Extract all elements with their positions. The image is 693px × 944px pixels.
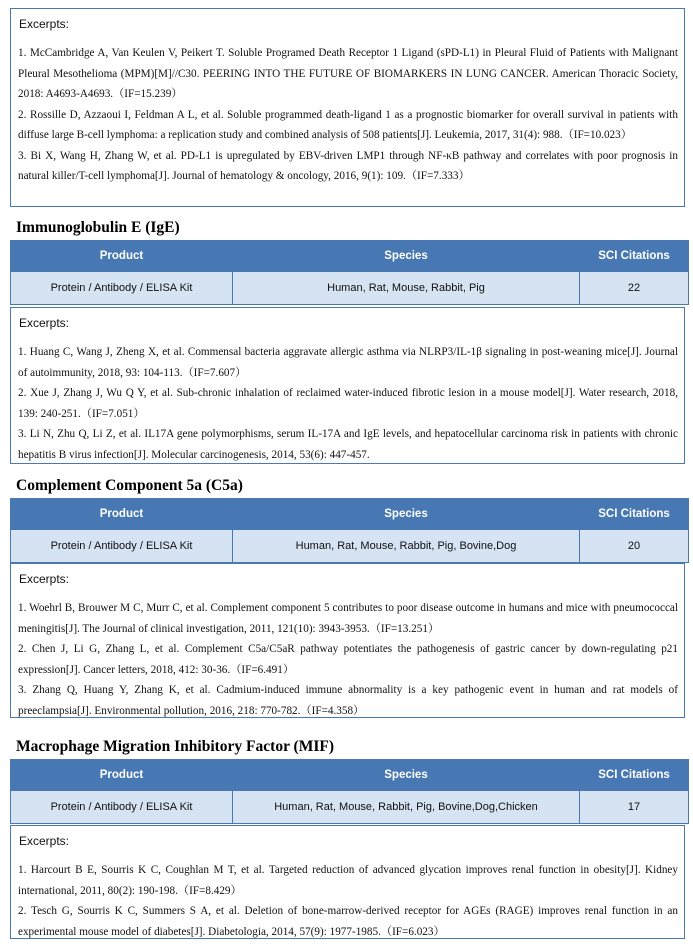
reference-item: 3. Zhang Q, Huang Y, Zhang K, et al. Cadmium-induced immune abnormality is a key pathogenic event in human and rat models of preeclampsia[J]. Environmental pollution, 2016, 218: 770-782.（IF=4.358） xyxy=(18,684,678,717)
table-row xyxy=(11,791,689,824)
excerpts-label: Excerpts: xyxy=(19,572,70,586)
citations-cell: 22 xyxy=(580,272,689,305)
reference-item: 2. Rossille D, Azzaoui I, Feldman A L, et al. Soluble programmed death-ligand 1 as a prognostic biomarker for overall survival in patients with diffuse large B-cell lymphoma: a replication study and combined analysis of 508 patients[J]. Leukemia, 2017, 31(4): 988.（IF=10.023） xyxy=(18,108,678,141)
excerpts-box-ige xyxy=(10,307,685,464)
excerpts-box-pd-l1 xyxy=(10,8,685,207)
citations-cell: 20 xyxy=(580,530,689,563)
header-sci-citations: SCI Citations xyxy=(580,760,689,791)
species-cell: Human, Rat, Mouse, Rabbit, Pig, Bovine,Dog,Chicken xyxy=(233,791,580,824)
header-product: Product xyxy=(11,241,233,272)
product-cell: Protein / Antibody / ELISA Kit xyxy=(11,791,233,824)
product-cell: Protein / Antibody / ELISA Kit xyxy=(11,272,233,305)
header-sci-citations: SCI Citations xyxy=(580,241,689,272)
reference-item: 2. Chen J, Li G, Zhang L, et al. Complement C5a/C5aR pathway potentiates the pathogenesis of gastric cancer by down-regulating p21 expression[J]. Cancer letters, 2018, 412: 30-36.（IF=6.491） xyxy=(18,643,678,676)
reference-item: 1. Huang C, Wang J, Zheng X, et al. Commensal bacteria aggravate allergic asthma via NLRP3/IL-1β signaling in post-weaning mice[J]. Journal of autoimmunity, 2018, 93: 104-113.（IF=7.607） xyxy=(18,346,678,379)
product-table-mif xyxy=(10,759,689,824)
excerpts-box-mif xyxy=(10,825,685,939)
product-cell: Protein / Antibody / ELISA Kit xyxy=(11,530,233,563)
section-title-mif: Macrophage Migration Inhibitory Factor (MIF) xyxy=(16,738,334,755)
reference-item: 2. Tesch G, Sourris K C, Summers S A, et al. Deletion of bone-marrow-derived receptor for AGEs (RAGE) improves renal function in an experimental mouse model of diabetes[J]. Diabetologia, 2014, 57(9): 1977-1985.（IF=6.023） xyxy=(18,905,678,938)
excerpts-box-c5a xyxy=(10,563,685,718)
header-sci-citations: SCI Citations xyxy=(580,499,689,530)
section-title-c5a: Complement Component 5a (C5a) xyxy=(16,477,243,494)
header-product: Product xyxy=(11,760,233,791)
table-row xyxy=(11,530,689,563)
header-species: Species xyxy=(233,241,580,272)
reference-item: 2. Xue J, Zhang J, Wu Q Y, et al. Sub-chronic inhalation of reclaimed water-induced fibrotic lesion in a mouse model[J]. Water research, 2018, 139: 240-251.（IF=7.051） xyxy=(18,387,678,420)
excerpts-label: Excerpts: xyxy=(19,316,70,330)
reference-item: 1. Woehrl B, Brouwer M C, Murr C, et al. Complement component 5 contributes to poor disease outcome in humans and mice with pneumococcal meningitis[J]. The Journal of clinical investigation, 2011, 121(10): 3943-3953.（IF=13.251） xyxy=(18,602,678,635)
excerpts-label: Excerpts: xyxy=(19,17,70,31)
table-row xyxy=(11,272,689,305)
reference-item: 1. Harcourt B E, Sourris K C, Coughlan M T, et al. Targeted reduction of advanced glycation improves renal function in obesity[J]. Kidney international, 2011, 80(2): 190-198.（IF=8.429） xyxy=(18,864,678,897)
section-title-ige: Immunoglobulin E (IgE) xyxy=(16,219,180,236)
species-cell: Human, Rat, Mouse, Rabbit, Pig xyxy=(233,272,580,305)
excerpts-label: Excerpts: xyxy=(19,834,70,848)
header-species: Species xyxy=(233,499,580,530)
product-table-c5a xyxy=(10,498,689,563)
citations-cell: 17 xyxy=(580,791,689,824)
reference-item: 3. Bi X, Wang H, Zhang W, et al. PD-L1 is upregulated by EBV-driven LMP1 through NF-κB pathway and correlates with poor prognosis in natural killer/T-cell lymphoma[J]. Journal of hematology & oncology, 2016, 9(1): 109.（IF=7.333） xyxy=(18,149,678,182)
reference-item: 1. McCambridge A, Van Keulen V, Peikert T. Soluble Programed Death Receptor 1 Ligand (sPD-L1) in Pleural Fluid of Patients with Malignant Pleural Mesothelioma (MPM)[M]//C30. PEERING INTO THE FUTURE OF BIOMARKERS IN LUNG CANCER. American Thoracic Society, 2018: A4693-A4693.（IF=15.239） xyxy=(18,47,678,100)
reference-item: 3. Li N, Zhu Q, Li Z, et al. IL17A gene polymorphisms, serum IL-17A and IgE levels, and hepatocellular carcinoma risk in patients with chronic hepatitis B virus infection[J]. Molecular carcinogenesis, 2014, 53(6): 447-457. xyxy=(18,428,678,461)
header-product: Product xyxy=(11,499,233,530)
species-cell: Human, Rat, Mouse, Rabbit, Pig, Bovine,Dog xyxy=(233,530,580,563)
header-species: Species xyxy=(233,760,580,791)
product-table-ige xyxy=(10,240,689,305)
